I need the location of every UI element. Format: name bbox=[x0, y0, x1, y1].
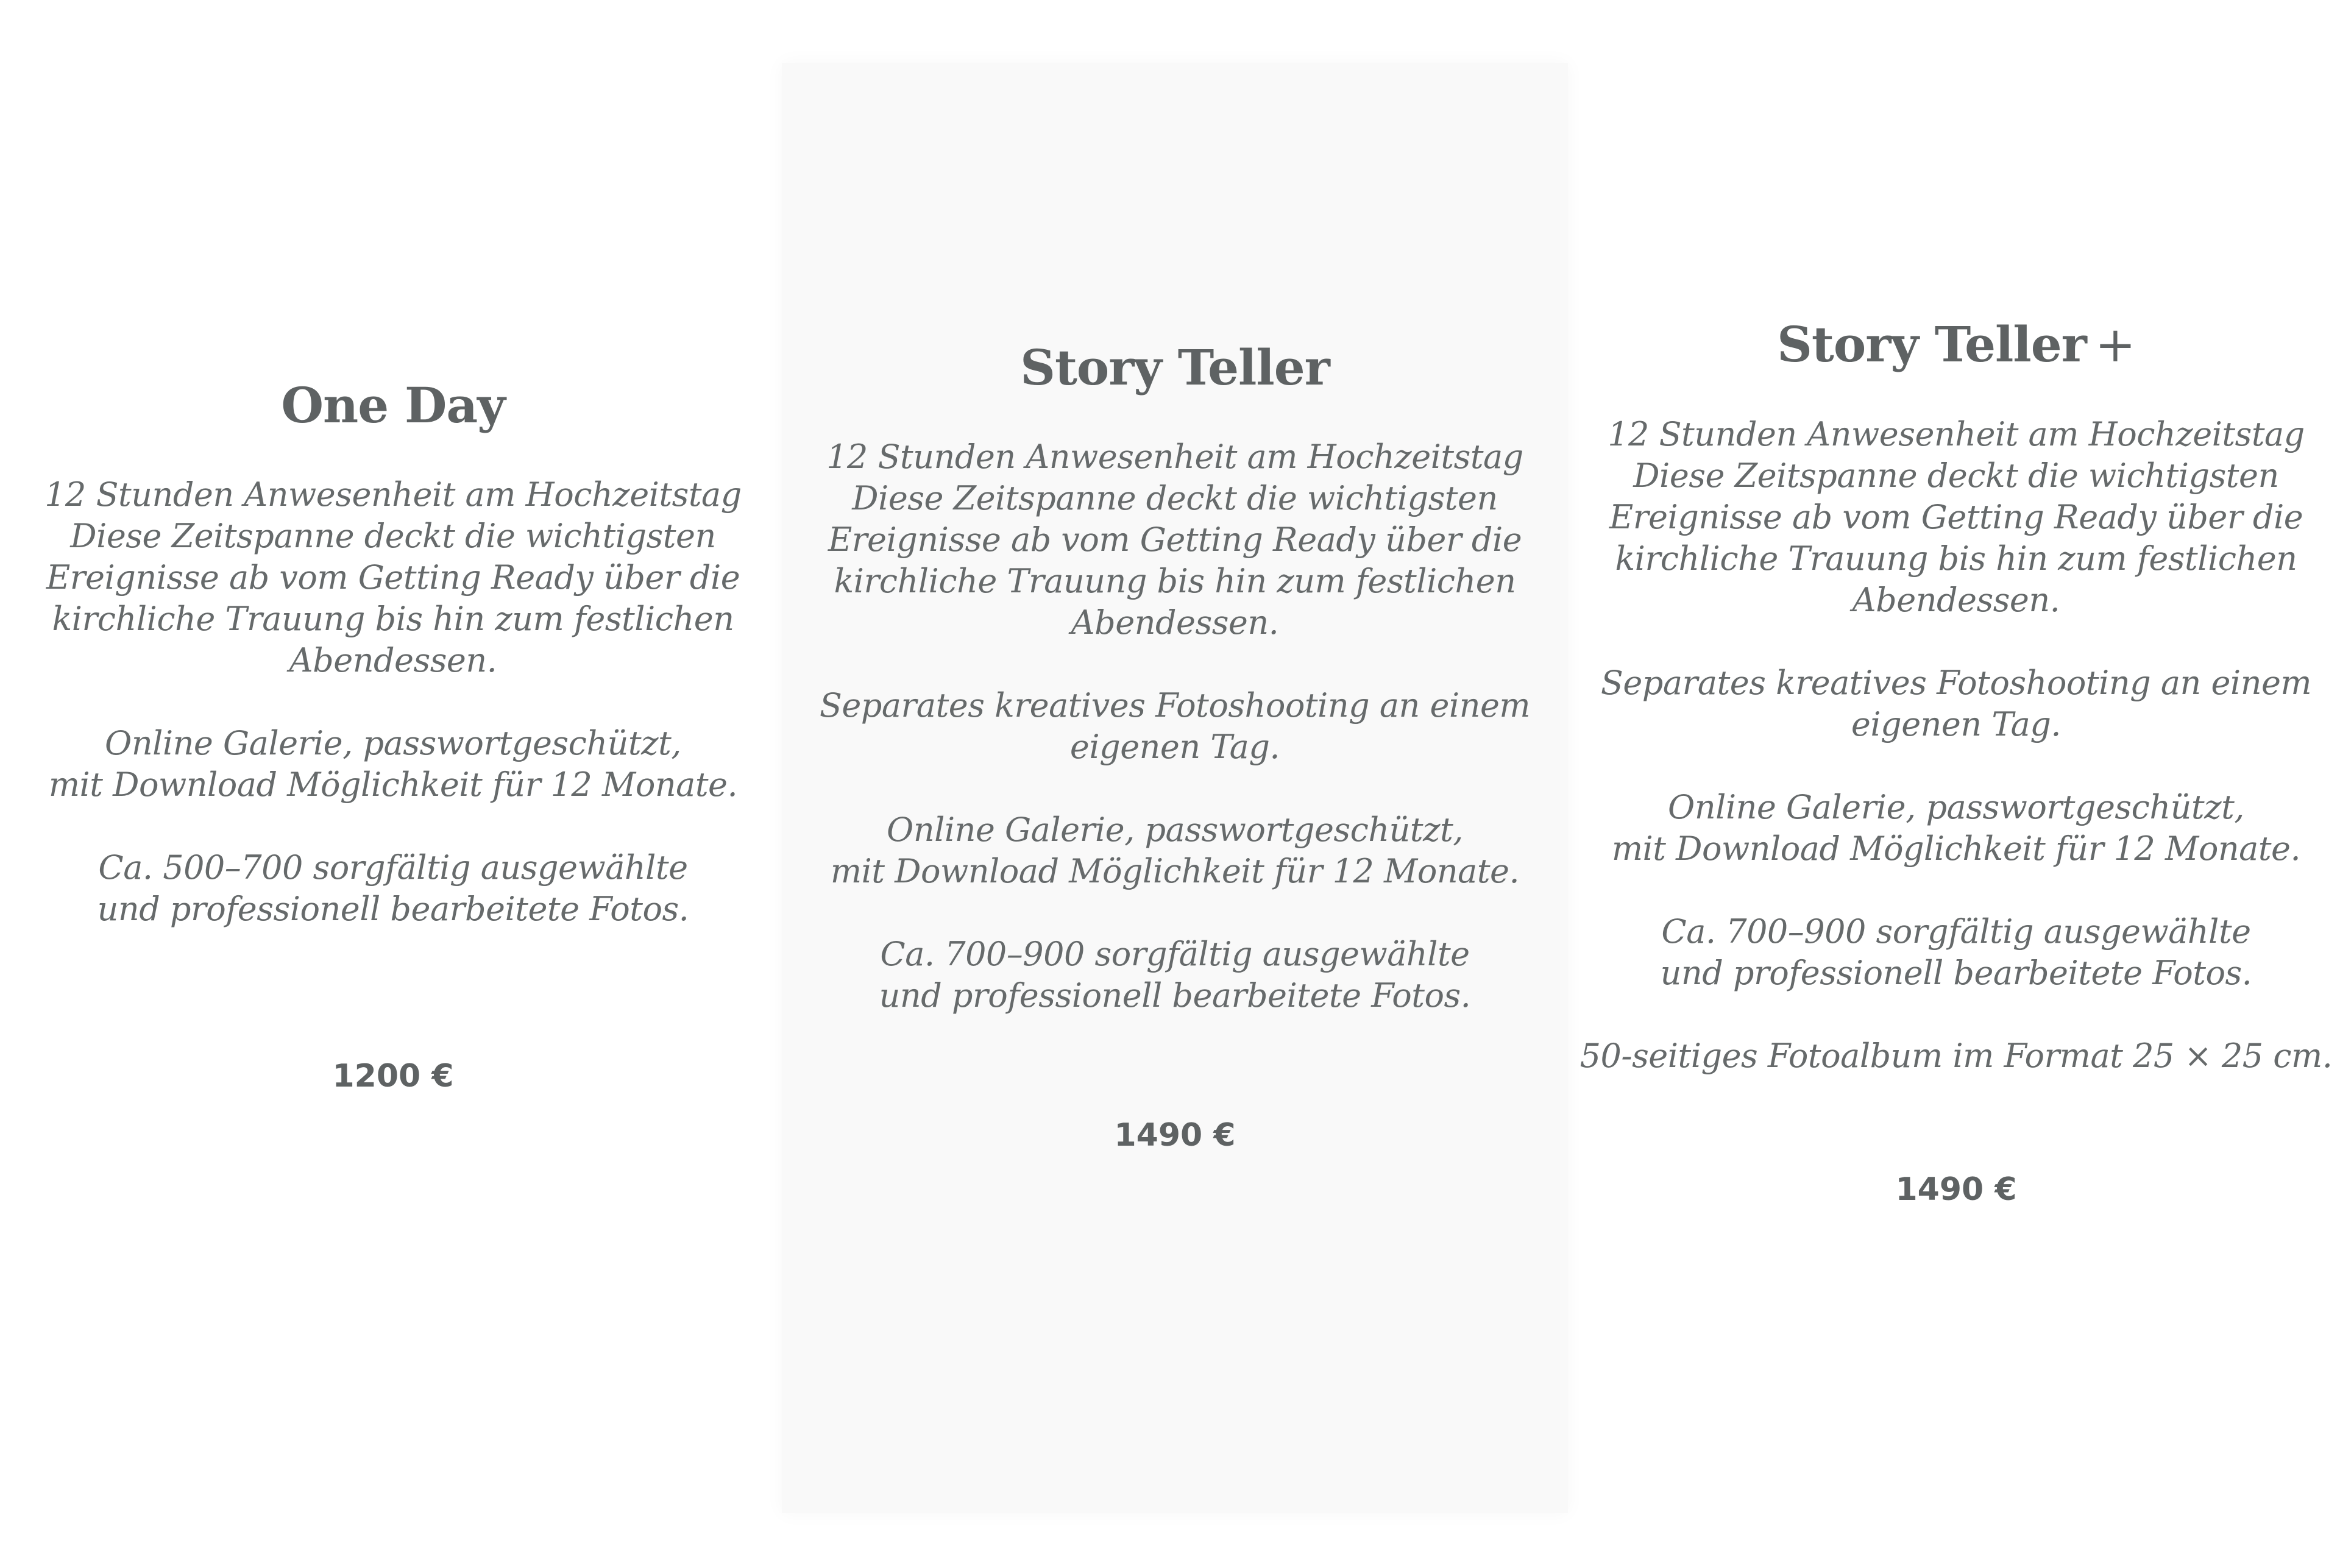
plan-feature-line: kirchliche Trauung bis hin zum festlichen bbox=[834, 562, 1516, 600]
plan-feature-line: Ca. 500–700 sorgfältig ausgewählte bbox=[98, 848, 688, 887]
plan-feature-line: 12 Stunden Anwesenheit am Hochzeitstag bbox=[826, 438, 1523, 476]
plan-card-story-teller bbox=[782, 63, 1568, 1513]
plan-title: Story Teller bbox=[1020, 339, 1330, 396]
plan-title-suffix: + bbox=[2094, 316, 2135, 373]
plan-feature-paragraph bbox=[1563, 414, 2340, 621]
plan-title: One Day bbox=[281, 377, 505, 434]
plan-title: Story Teller + bbox=[1777, 316, 2135, 373]
plan-feature-paragraph bbox=[1563, 662, 2340, 745]
plan-feature-line: mit Download Möglichkeit für 12 Monate. bbox=[48, 765, 738, 804]
plan-feature-line: 12 Stunden Anwesenheit am Hochzeitstag bbox=[44, 475, 742, 514]
plan-feature-paragraph bbox=[782, 436, 1568, 644]
plan-feature-line: und professionell bearbeitete Fotos. bbox=[1660, 954, 2252, 992]
plan-feature-line: 50-seitiges Fotoalbum im Format 25 × 25 cm. bbox=[1580, 1037, 2333, 1075]
plan-feature-line: 12 Stunden Anwesenheit am Hochzeitstag bbox=[1608, 415, 2305, 453]
plan-feature-line: Diese Zeitspanne deckt die wichtigsten bbox=[1633, 456, 2279, 495]
plan-features bbox=[1563, 414, 2340, 1077]
plan-feature-line: Online Galerie, passwortgeschützt, bbox=[1668, 788, 2244, 826]
plan-feature-line: kirchliche Trauung bis hin zum festlichen bbox=[1615, 539, 2297, 578]
plan-feature-paragraph bbox=[0, 723, 786, 806]
plan-features bbox=[782, 436, 1568, 1016]
plan-feature-line: und professionell bearbeitete Fotos. bbox=[97, 890, 689, 928]
plan-feature-paragraph bbox=[1563, 787, 2340, 870]
plan-feature-line: und professionell bearbeitete Fotos. bbox=[879, 976, 1471, 1015]
plan-feature-paragraph bbox=[782, 934, 1568, 1016]
plan-feature-line: Abendessen. bbox=[1071, 603, 1279, 642]
plan-card-story-teller-plus bbox=[1563, 311, 2340, 1211]
plan-feature-line: Ca. 700–900 sorgfältig ausgewählte bbox=[880, 935, 1470, 973]
plan-feature-line: eigenen Tag. bbox=[1069, 728, 1280, 766]
plan-card-one-day bbox=[0, 372, 786, 1098]
plan-feature-paragraph bbox=[1563, 1035, 2340, 1077]
plan-feature-line: Separates kreatives Fotoshooting an einem bbox=[1600, 664, 2312, 702]
plan-feature-line: mit Download Möglichkeit für 12 Monate. bbox=[830, 852, 1520, 890]
plan-feature-paragraph bbox=[0, 474, 786, 681]
plan-feature-paragraph bbox=[1563, 911, 2340, 994]
plan-feature-line: Ereignisse ab vom Getting Ready über die bbox=[1609, 498, 2303, 536]
plan-features bbox=[0, 474, 786, 930]
plan-feature-line: kirchliche Trauung bis hin zum festlichen bbox=[52, 600, 734, 638]
plan-feature-paragraph bbox=[782, 685, 1568, 768]
plan-feature-line: Ereignisse ab vom Getting Ready über die bbox=[46, 558, 740, 597]
plan-feature-line: Ereignisse ab vom Getting Ready über die bbox=[828, 520, 1522, 559]
plan-price: 1490 € bbox=[1114, 1117, 1236, 1154]
plan-feature-line: Separates kreatives Fotoshooting an einem bbox=[819, 686, 1531, 725]
plan-feature-line: Online Galerie, passwortgeschützt, bbox=[105, 724, 681, 762]
plan-feature-line: mit Download Möglichkeit für 12 Monate. bbox=[1611, 829, 2301, 868]
plan-price: 1200 € bbox=[332, 1058, 454, 1094]
plan-feature-line: Abendessen. bbox=[289, 641, 497, 679]
plan-feature-line: Diese Zeitspanne deckt die wichtigsten bbox=[70, 517, 716, 555]
plan-feature-line: eigenen Tag. bbox=[1851, 705, 2062, 743]
plan-feature-paragraph bbox=[0, 847, 786, 930]
plan-feature-line: Online Galerie, passwortgeschützt, bbox=[887, 811, 1463, 849]
plan-feature-paragraph bbox=[782, 809, 1568, 892]
plan-price: 1490 € bbox=[1895, 1171, 2017, 1208]
plan-feature-line: Ca. 700–900 sorgfältig ausgewählte bbox=[1661, 912, 2251, 951]
plan-feature-line: Diese Zeitspanne deckt die wichtigsten bbox=[852, 479, 1498, 517]
plan-feature-line: Abendessen. bbox=[1852, 581, 2060, 619]
